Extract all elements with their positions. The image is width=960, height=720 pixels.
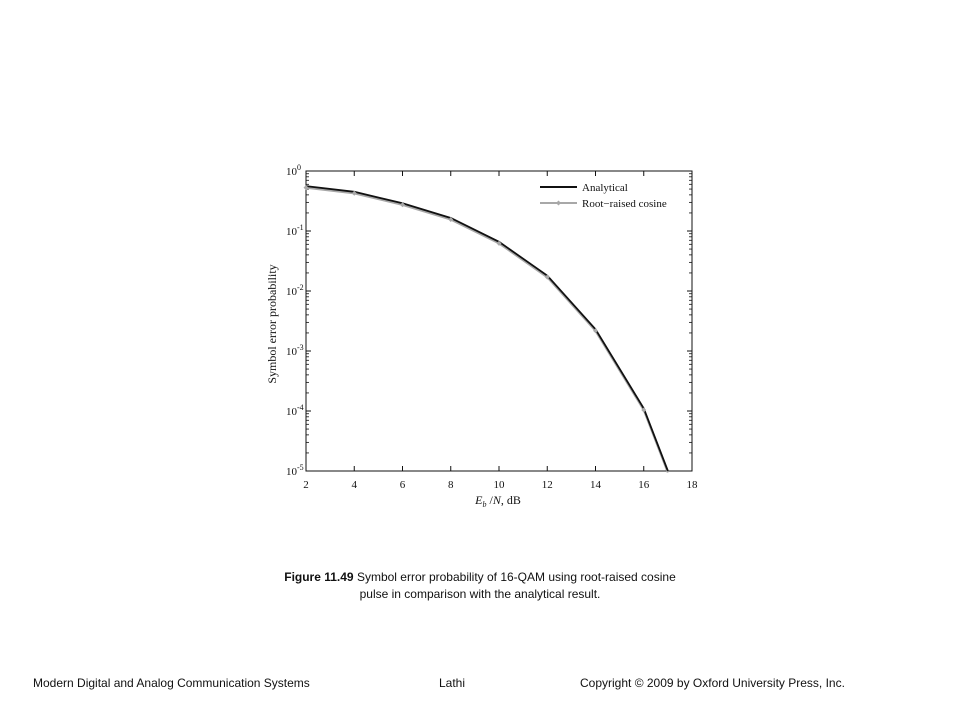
y-tick-label: $10^{-5}$	[286, 463, 304, 478]
footer-book-title: Modern Digital and Analog Communication Systems	[33, 676, 310, 690]
x-tick-labels	[303, 479, 698, 491]
y-tick-label: $10^{-4}$	[286, 403, 304, 418]
x-tick-label: 4	[351, 479, 357, 491]
y-tick-labels	[286, 163, 304, 478]
x-tick-label: 16	[638, 479, 650, 491]
caption-line-1	[200, 569, 760, 586]
y-tick-label: $10^{-3}$	[286, 343, 304, 358]
x-label-sub: b	[482, 500, 487, 509]
x-label-unit: , dB	[500, 493, 521, 507]
y-tick-label: $10^{-2}$	[286, 283, 304, 298]
legend	[540, 182, 667, 210]
x-label-e: E	[475, 493, 483, 507]
series-line-rrc	[306, 188, 668, 473]
x-tick-label: 2	[303, 479, 309, 491]
caption-text-1: Symbol error probability of 16-QAM using root-raised cosine	[353, 570, 676, 584]
x-axis-ticks	[306, 171, 692, 471]
x-tick-label: 14	[590, 479, 601, 491]
y-axis-ticks	[306, 171, 692, 471]
footer-author: Lathi	[439, 676, 466, 690]
y-axis-label: Symbol error probability	[265, 264, 279, 384]
x-label-slash: /	[486, 493, 493, 507]
series-line-analytical	[306, 186, 668, 471]
series-layer	[304, 185, 668, 472]
caption-line-2: pulse in comparison with the analytical result.	[359, 587, 601, 601]
x-tick-label: 6	[399, 479, 406, 491]
footer-copyright: Copyright © 2009 by Oxford University Press, Inc.	[580, 676, 845, 690]
x-label-n: N	[492, 493, 501, 507]
x-axis-label	[474, 493, 521, 509]
figure-caption	[200, 569, 760, 603]
plot-area	[306, 171, 692, 471]
legend-marker-rrc	[556, 201, 561, 206]
caption-label: Figure 11.49	[284, 570, 354, 584]
x-tick-label: 10	[493, 479, 505, 491]
x-tick-label: 12	[541, 479, 553, 491]
legend-label-analytical: Analytical	[582, 182, 628, 194]
x-tick-label: 8	[448, 479, 454, 491]
legend-label-rrc: Root−raised cosine	[582, 198, 667, 210]
y-tick-label: $10^{-1}$	[286, 223, 304, 238]
y-tick-label: $10^0$	[286, 163, 301, 178]
x-tick-label: 18	[686, 479, 698, 491]
